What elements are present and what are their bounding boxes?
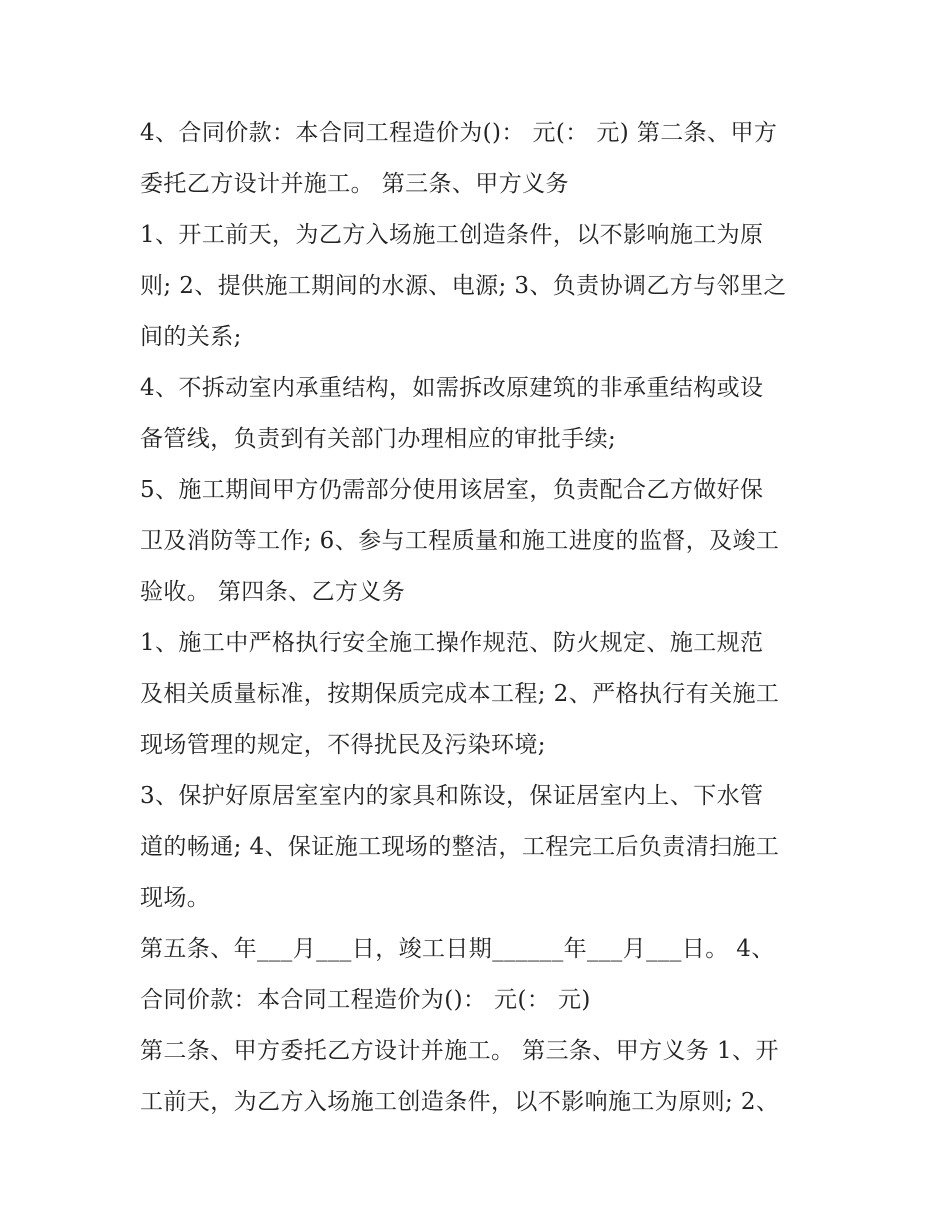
text-line: 4、不拆动室内承重结构，如需拆改原建筑的非承重结构或设 [140, 375, 764, 401]
document-body [140, 108, 820, 1128]
text-line: 卫及消防等工作; 6、参与工程质量和施工进度的监督，及竣工 [140, 528, 780, 554]
text-line: 委托乙方设计并施工。 第三条、甲方义务 [140, 171, 569, 197]
text-line: 1、开工前天，为乙方入场施工创造条件，以不影响施工为原 [140, 222, 764, 248]
text-line: 3、保护好原居室室内的家具和陈设，保证居室内上、下水管 [140, 783, 764, 809]
text-line: 1、施工中严格执行安全施工操作规范、防火规定、施工规范 [140, 630, 764, 656]
text-line: 道的畅通; 4、保证施工现场的整洁，工程完工后负责清扫施工 [140, 834, 780, 860]
text-line: 工前天，为乙方入场施工创造条件，以不影响施工为原则; 2、 [140, 1089, 780, 1115]
text-line: 第二条、甲方委托乙方设计并施工。 第三条、甲方义务 1、开 [140, 1038, 779, 1064]
text-line: 4、合同价款：本合同工程造价为()： 元(： 元) 第二条、甲方 [140, 120, 778, 146]
text-line: 第五条、年___月___日，竣工日期______年___月___日。 4、 [140, 936, 775, 962]
text-line: 则; 2、提供施工期间的水源、电源; 3、负责协调乙方与邻里之 [140, 273, 787, 299]
text-line: 5、施工期间甲方仍需部分使用该居室，负责配合乙方做好保 [140, 477, 764, 503]
text-line: 备管线，负责到有关部门办理相应的审批手续; [140, 426, 617, 452]
text-line: 及相关质量标准，按期保质完成本工程; 2、严格执行有关施工 [140, 681, 780, 707]
text-line: 验收。 第四条、乙方义务 [140, 579, 406, 605]
text-line: 现场。 [140, 885, 211, 911]
text-line: 现场管理的规定，不得扰民及污染环境; [140, 732, 546, 758]
text-line: 间的关系; [140, 324, 242, 350]
text-line: 合同价款：本合同工程造价为()： 元(： 元) [140, 987, 591, 1013]
